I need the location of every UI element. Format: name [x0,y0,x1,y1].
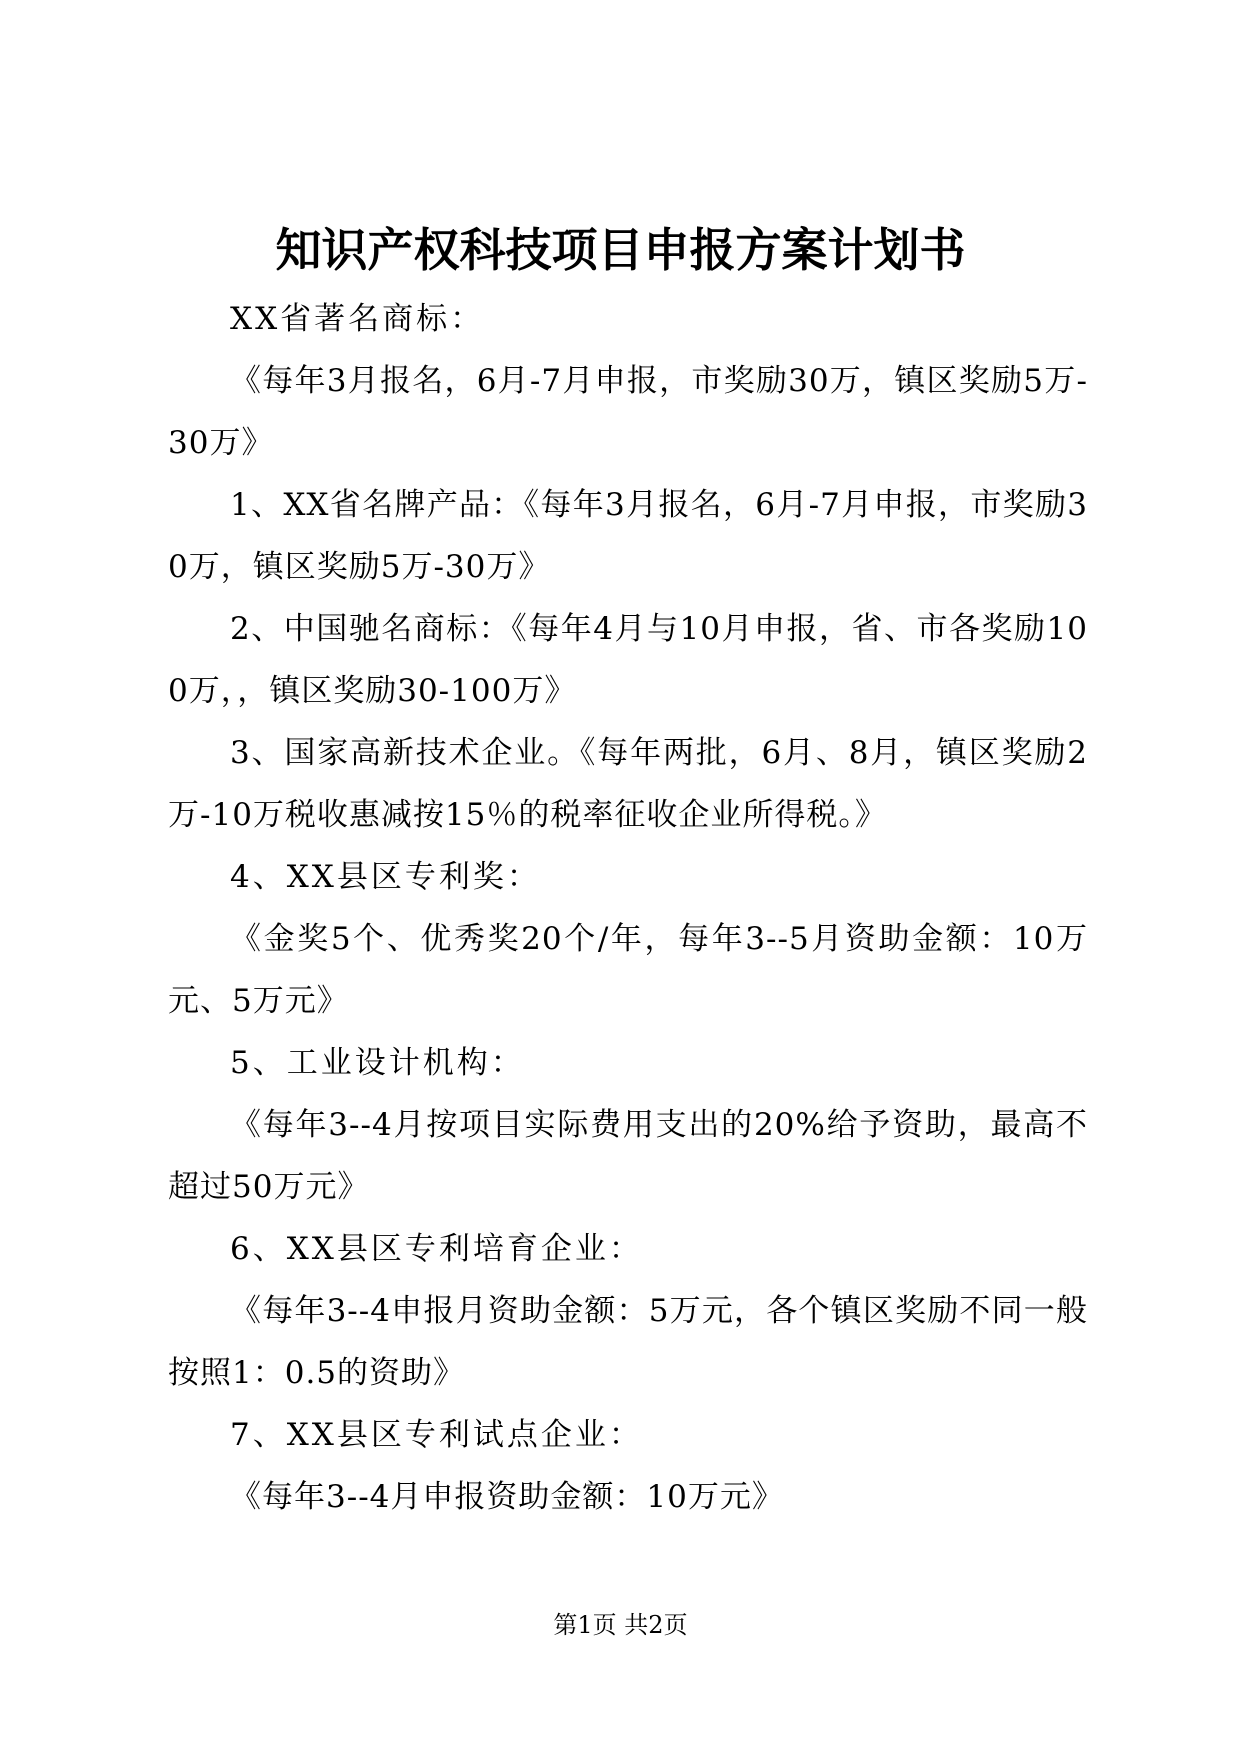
paragraph-heading: 5、工业设计机构： [230,1045,525,1081]
paragraph: 《金奖5个、优秀奖20个/年，每年3--5月资助金额：10万元、5万元》 [168,921,1088,1019]
paragraph-heading: XX省著名商标： [230,301,485,337]
paragraph: 《每年3--4月申报资助金额：10万元》 [230,1479,784,1515]
paragraph: 3、国家高新技术企业。《每年两批，6月、8月，镇区奖励2万-10万税收惠减按15％的税率征收企业所得税。》 [168,735,1088,833]
document-body [168,288,1088,1528]
page-number-footer: 第1页 共2页 [553,1611,688,1639]
document-title: 知识产权科技项目申报方案计划书 [275,223,966,277]
paragraph: 1、XX省名牌产品：《每年3月报名，6月-7月申报，市奖励30万，镇区奖励5万-30万》 [168,487,1088,585]
paragraph: 2、中国驰名商标：《每年4月与10月申报，省、市各奖励100万，，镇区奖励30-100万》 [168,611,1088,709]
paragraph: 《每年3月报名，6月-7月申报，市奖励30万，镇区奖励5万-30万》 [168,363,1088,461]
paragraph-heading: 4、XX县区专利奖： [230,859,541,895]
paragraph: 《每年3--4月按项目实际费用支出的20%给予资助，最高不超过50万元》 [168,1107,1088,1205]
paragraph-heading: 6、XX县区专利培育企业： [230,1231,643,1267]
paragraph-heading: 7、XX县区专利试点企业： [230,1417,643,1453]
paragraph: 《每年3--4申报月资助金额：5万元，各个镇区奖励不同一般按照1：0.5的资助》 [168,1293,1088,1391]
